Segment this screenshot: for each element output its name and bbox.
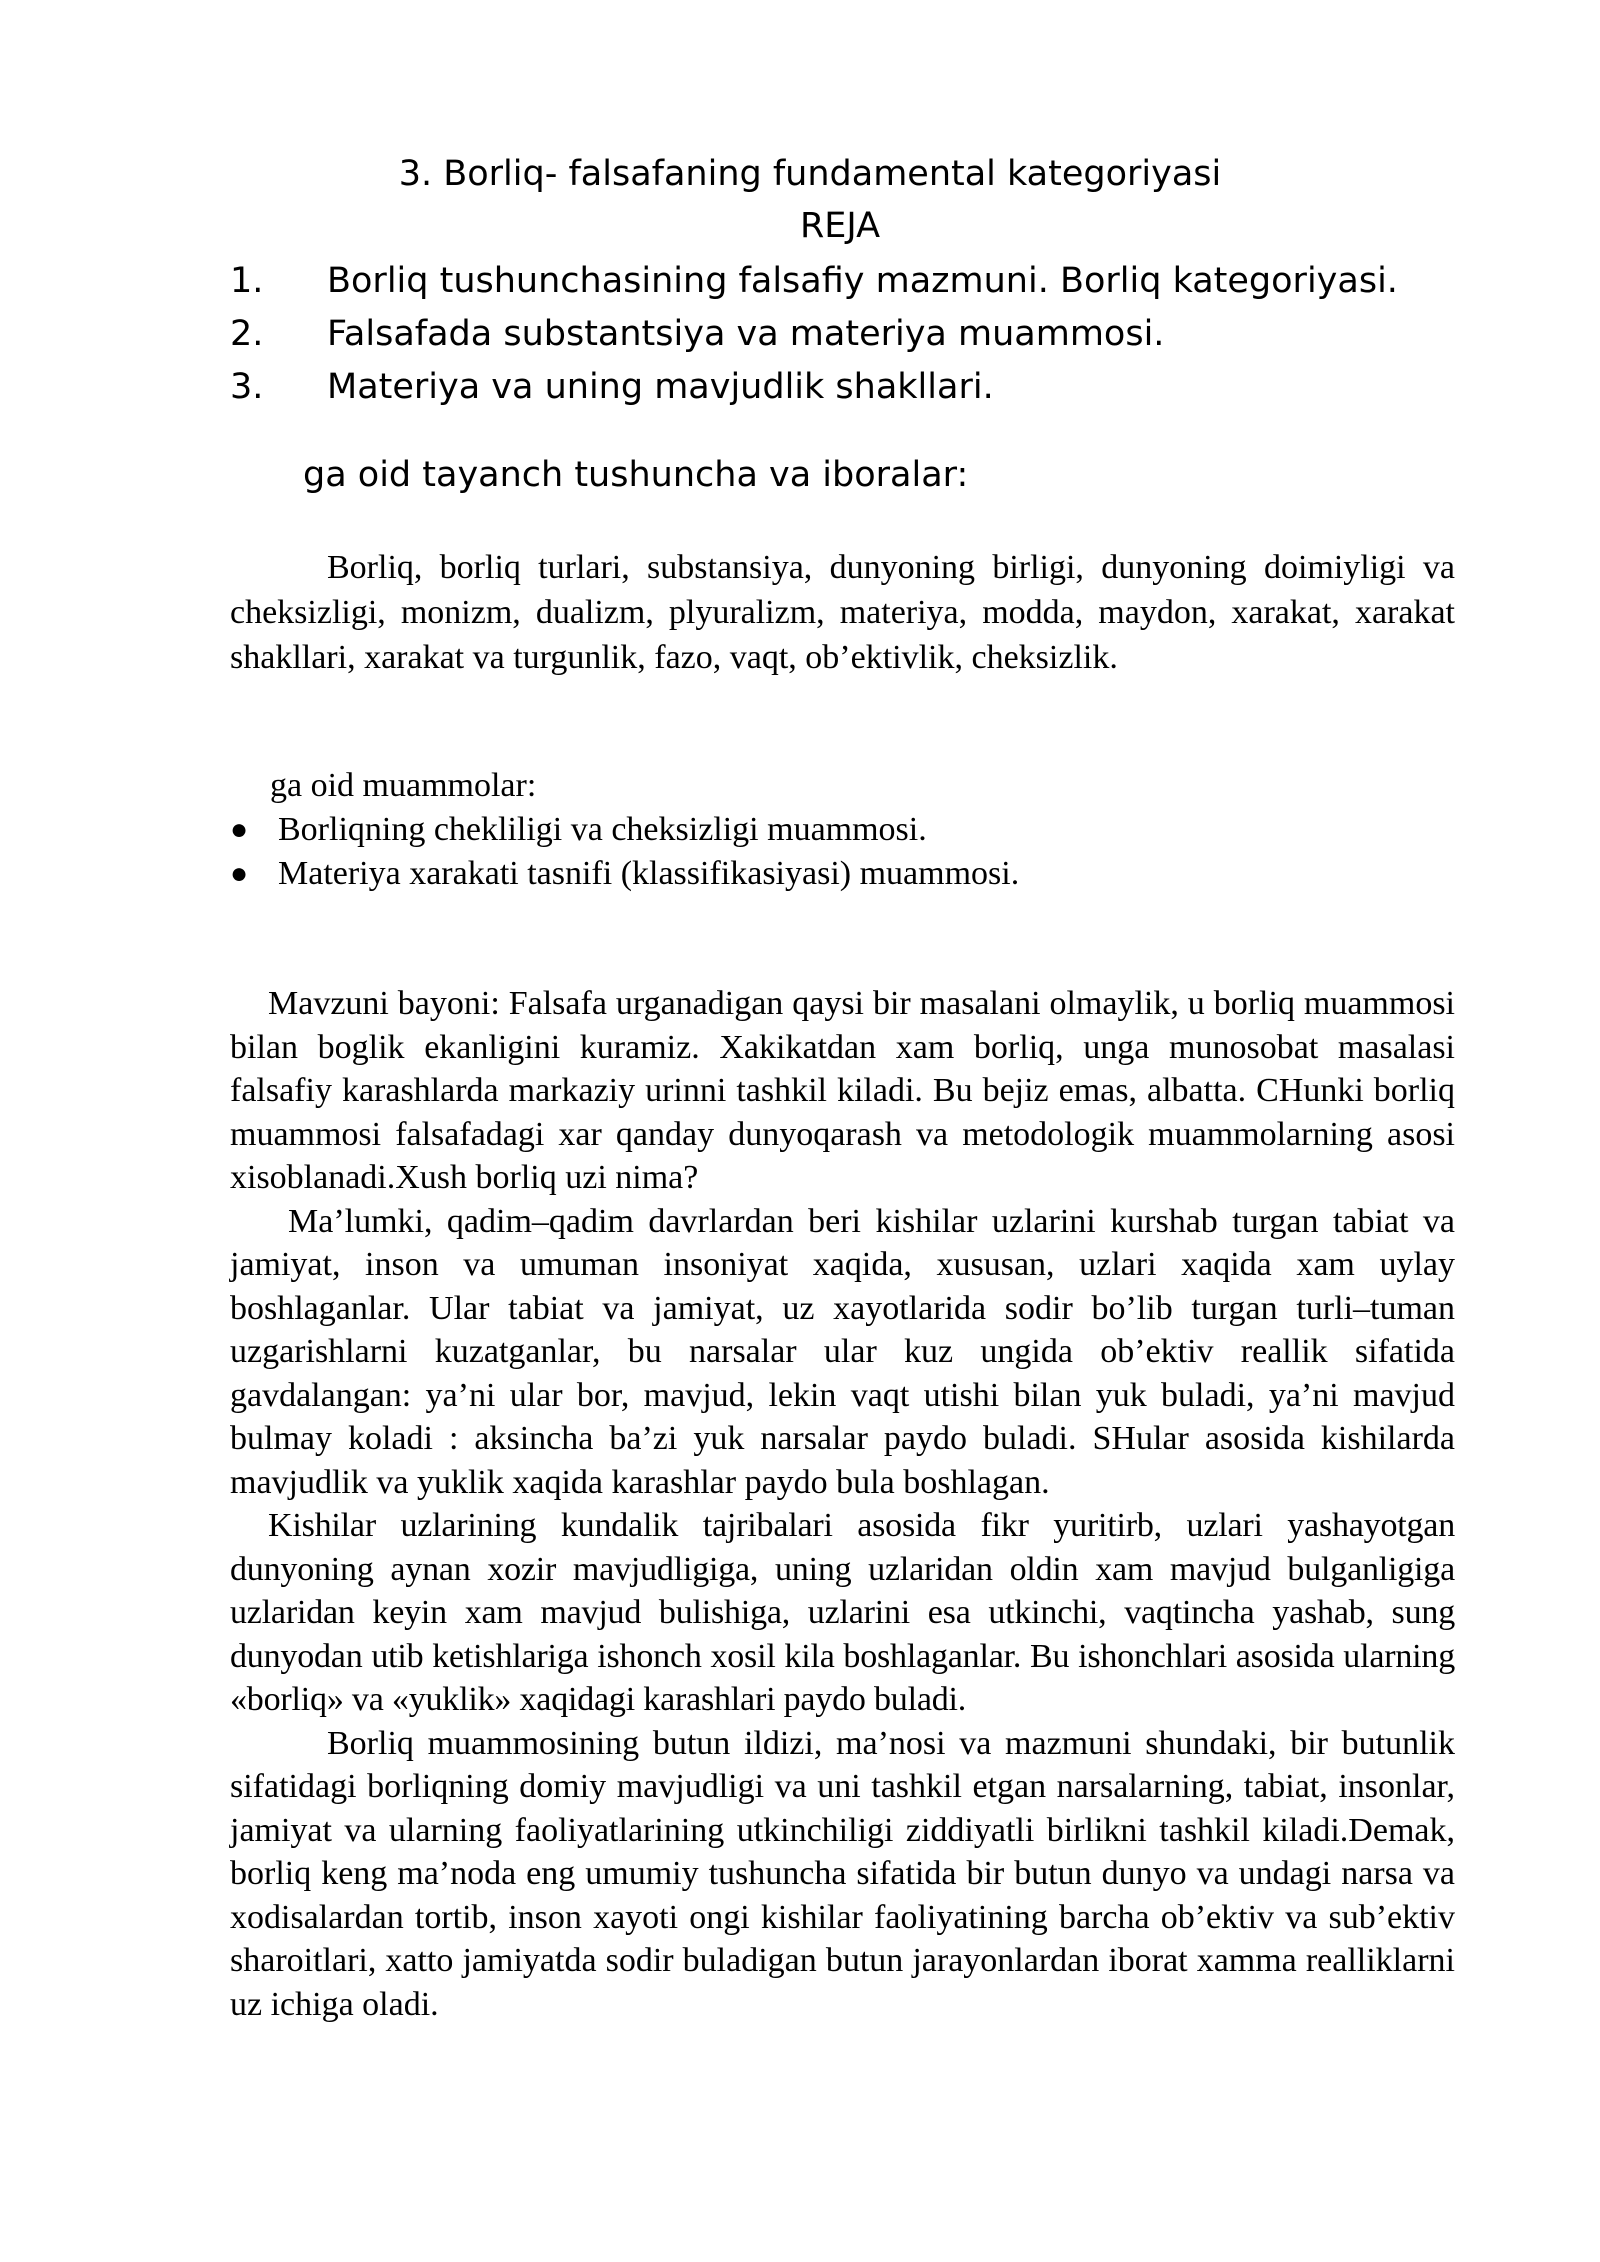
bullet-icon: ●: [230, 857, 249, 890]
body-paragraph: Borliq muammosining butun ildizi, ma’nosi va mazmuni shundaki, bir butunlik sifatidagi borliqning domiy mavjudligi va uni tashkil etgan narsalarning, tabiat, insonlar, jamiyat va ularning faoliyatlarining utkinchiligi ziddiyatli birlikni tashkil kiladi.Demak, borliq keng ma’noda eng umumiy tushuncha sifatida bir butun dunyo va undagi narsa va xodisalardan tortib, inson xayoti ongi kishilar faoliyatining barcha ob’ektiv va sub’ektiv sharoitlari, xatto jamiyatda sodir buladigan butun jarayonlardan iborat xamma realliklarni uz ichiga oladi.: [230, 1724, 1455, 2023]
problems-heading: ga oid muammolar:: [270, 767, 537, 804]
problem-item-text: Borliqning chekliligi va cheksizligi muammosi.: [278, 811, 927, 848]
plan-item-text: Falsafada substantsiya va materiya muammosi.: [327, 314, 1165, 354]
problem-item-text: Materiya xarakati tasnifi (klassifikasiyasi) muammosi.: [278, 855, 1020, 892]
concepts-heading: ga oid tayanch tushuncha va iboralar:: [303, 455, 969, 495]
body-paragraph: Mavzuni bayoni: Falsafa urganadigan qaysi bir masalani olmaylik, u borliq muammosi bilan boglik ekanligini kuramiz. Xakikatdan xam borliq, unga munosobat masalasi falsafiy karashlarda markaziy urinni tashkil kiladi. Bu bejiz emas, albatta. CHunki borliq muammosi falsafadagi xar qanday dunyoqarash va metodologik muammolarning asosi xisoblanadi.Xush borliq uzi nima?: [230, 985, 1455, 1196]
problem-item: [230, 808, 1455, 852]
document-title: 3. Borliq- falsafaning fundamental kategoriyasi: [398, 154, 1222, 194]
plan-item-number: 1.: [230, 261, 264, 301]
plan-item-number: 2.: [230, 314, 264, 354]
concepts-paragraph: Borliq, borliq turlari, substansiya, dunyoning birligi, dunyoning doimiyligi va cheksizligi, monizm, dualizm, plyuralizm, materiya, modda, maydon, xarakat, xarakat shakllari, xarakat va turgunlik, fazo, vaqt, ob’ektivlik, cheksizlik.: [230, 549, 1455, 676]
plan-item: [230, 361, 1530, 414]
plan-item: [230, 308, 1530, 361]
body-text: [230, 982, 1455, 2026]
plan-heading: REJA: [799, 206, 881, 246]
body-paragraph: Ma’lumki, qadim–qadim davrlardan beri kishilar uzlarini kurshab turgan tabiat va jamiyat, inson va umuman insoniyat xaqida, xususan, uzlari xaqida xam uylay boshlaganlar. Ular tabiat va jamiyat, uz xayotlarida sodir bo’lib turgan turli–tuman uzgarishlarni kuzatganlar, bu narsalar ular kuz ungida ob’ektiv reallik sifatida gavdalangan: ya’ni ular bor, mavjud, lekin vaqt utishi bilan yuk buladi, ya’ni mavjud bulmay koladi : aksincha ba’zi yuk narsalar paydo buladi. SHular asosida kishilarda mavjudlik va yuklik xaqida karashlar paydo bula boshlagan.: [230, 1202, 1455, 1501]
plan-list: [230, 255, 1530, 414]
problems-list: [230, 808, 1455, 896]
bullet-icon: ●: [230, 813, 249, 846]
plan-item-text: Borliq tushunchasining falsafiy mazmuni. Borliq kategoriyasi.: [327, 261, 1398, 301]
problem-item: [230, 852, 1455, 896]
plan-item-text: Materiya va uning mavjudlik shakllari.: [327, 367, 994, 407]
body-paragraph: Kishilar uzlarining kundalik tajribalari asosida fikr yuritirb, uzlari yashayotgan dunyoning aynan xozir mavjudligiga, uning uzlaridan oldin xam mavjud bulganligiga uzlaridan keyin xam mavjud bulishiga, uzlarini esa utkinchi, vaqtincha yashab, sung dunyodan utib ketishlariga ishonch xosil kila boshlaganlar. Bu ishonchlari asosida ularning «borliq» va «yuklik» xaqidagi karashlari paydo buladi.: [230, 1507, 1455, 1718]
plan-item: [230, 255, 1530, 308]
plan-item-number: 3.: [230, 367, 264, 407]
